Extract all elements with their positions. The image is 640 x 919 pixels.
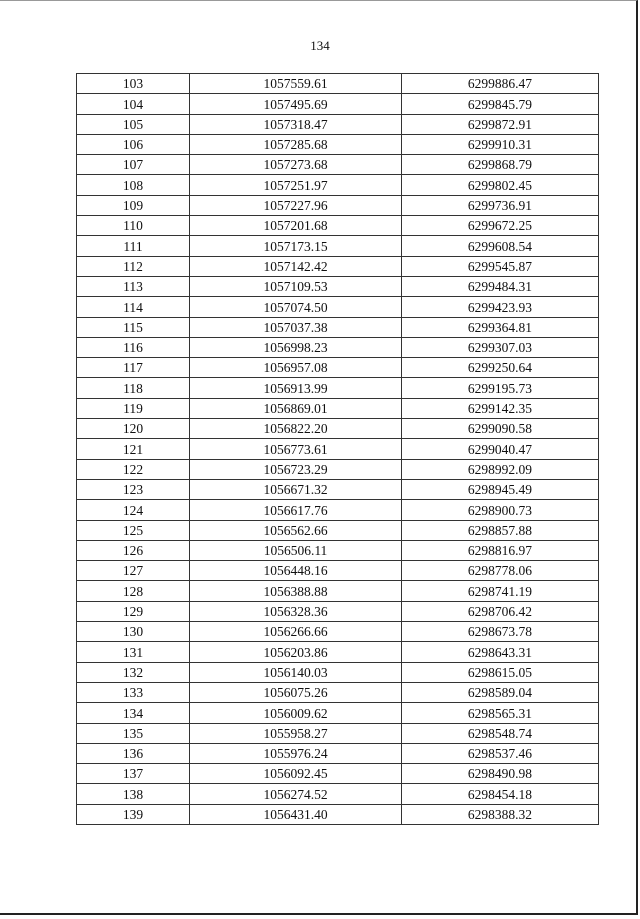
y-coordinate-cell: 6299307.03 xyxy=(402,337,599,357)
table-row xyxy=(77,662,599,682)
point-number-cell: 119 xyxy=(77,398,190,418)
table-row xyxy=(77,337,599,357)
table-row xyxy=(77,358,599,378)
table-row xyxy=(77,216,599,236)
y-coordinate-cell: 6298589.04 xyxy=(402,682,599,702)
y-coordinate-cell: 6299872.91 xyxy=(402,114,599,134)
y-coordinate-cell: 6298778.06 xyxy=(402,561,599,581)
table-row xyxy=(77,500,599,520)
table-row xyxy=(77,398,599,418)
y-coordinate-cell: 6299910.31 xyxy=(402,134,599,154)
coordinates-table xyxy=(76,73,599,825)
point-number-cell: 110 xyxy=(77,216,190,236)
point-number-cell: 139 xyxy=(77,804,190,824)
x-coordinate-cell: 1056869.01 xyxy=(190,398,402,418)
y-coordinate-cell: 6299545.87 xyxy=(402,256,599,276)
table-row xyxy=(77,378,599,398)
x-coordinate-cell: 1057273.68 xyxy=(190,155,402,175)
x-coordinate-cell: 1056671.32 xyxy=(190,479,402,499)
table-row xyxy=(77,134,599,154)
x-coordinate-cell: 1056562.66 xyxy=(190,520,402,540)
y-coordinate-cell: 6298565.31 xyxy=(402,703,599,723)
page-number: 134 xyxy=(310,38,330,53)
y-coordinate-cell: 6299802.45 xyxy=(402,175,599,195)
point-number-cell: 124 xyxy=(77,500,190,520)
point-number-cell: 115 xyxy=(77,317,190,337)
x-coordinate-cell: 1056773.61 xyxy=(190,439,402,459)
x-coordinate-cell: 1056448.16 xyxy=(190,561,402,581)
point-number-cell: 104 xyxy=(77,94,190,114)
x-coordinate-cell: 1056431.40 xyxy=(190,804,402,824)
point-number-cell: 121 xyxy=(77,439,190,459)
x-coordinate-cell: 1056328.36 xyxy=(190,601,402,621)
point-number-cell: 103 xyxy=(77,74,190,94)
y-coordinate-cell: 6299845.79 xyxy=(402,94,599,114)
y-coordinate-cell: 6299250.64 xyxy=(402,358,599,378)
table-row xyxy=(77,297,599,317)
coordinates-table-body xyxy=(77,74,599,825)
point-number-cell: 133 xyxy=(77,682,190,702)
point-number-cell: 105 xyxy=(77,114,190,134)
table-row xyxy=(77,723,599,743)
x-coordinate-cell: 1057201.68 xyxy=(190,216,402,236)
point-number-cell: 132 xyxy=(77,662,190,682)
y-coordinate-cell: 6298643.31 xyxy=(402,642,599,662)
x-coordinate-cell: 1056274.52 xyxy=(190,784,402,804)
y-coordinate-cell: 6299484.31 xyxy=(402,276,599,296)
point-number-cell: 131 xyxy=(77,642,190,662)
x-coordinate-cell: 1057074.50 xyxy=(190,297,402,317)
x-coordinate-cell: 1056140.03 xyxy=(190,662,402,682)
table-row xyxy=(77,642,599,662)
y-coordinate-cell: 6299672.25 xyxy=(402,216,599,236)
point-number-cell: 109 xyxy=(77,195,190,215)
x-coordinate-cell: 1056506.11 xyxy=(190,540,402,560)
y-coordinate-cell: 6298945.49 xyxy=(402,479,599,499)
y-coordinate-cell: 6298706.42 xyxy=(402,601,599,621)
point-number-cell: 106 xyxy=(77,134,190,154)
table-row xyxy=(77,601,599,621)
point-number-cell: 117 xyxy=(77,358,190,378)
y-coordinate-cell: 6299886.47 xyxy=(402,74,599,94)
table-row xyxy=(77,479,599,499)
x-coordinate-cell: 1056723.29 xyxy=(190,459,402,479)
table-row xyxy=(77,155,599,175)
table-row xyxy=(77,195,599,215)
table-row xyxy=(77,520,599,540)
x-coordinate-cell: 1057285.68 xyxy=(190,134,402,154)
table-row xyxy=(77,703,599,723)
point-number-cell: 107 xyxy=(77,155,190,175)
y-coordinate-cell: 6299195.73 xyxy=(402,378,599,398)
point-number-cell: 125 xyxy=(77,520,190,540)
point-number-cell: 128 xyxy=(77,581,190,601)
point-number-cell: 114 xyxy=(77,297,190,317)
point-number-cell: 126 xyxy=(77,540,190,560)
x-coordinate-cell: 1056075.26 xyxy=(190,682,402,702)
x-coordinate-cell: 1056957.08 xyxy=(190,358,402,378)
point-number-cell: 136 xyxy=(77,743,190,763)
table-row xyxy=(77,276,599,296)
table-row xyxy=(77,94,599,114)
point-number-cell: 130 xyxy=(77,622,190,642)
y-coordinate-cell: 6299736.91 xyxy=(402,195,599,215)
table-row xyxy=(77,114,599,134)
table-row xyxy=(77,439,599,459)
y-coordinate-cell: 6299608.54 xyxy=(402,236,599,256)
y-coordinate-cell: 6299090.58 xyxy=(402,419,599,439)
table-row xyxy=(77,764,599,784)
point-number-cell: 137 xyxy=(77,764,190,784)
table-row xyxy=(77,561,599,581)
y-coordinate-cell: 6299040.47 xyxy=(402,439,599,459)
table-row xyxy=(77,682,599,702)
point-number-cell: 135 xyxy=(77,723,190,743)
x-coordinate-cell: 1056822.20 xyxy=(190,419,402,439)
x-coordinate-cell: 1057173.15 xyxy=(190,236,402,256)
table-row xyxy=(77,784,599,804)
point-number-cell: 123 xyxy=(77,479,190,499)
x-coordinate-cell: 1057037.38 xyxy=(190,317,402,337)
y-coordinate-cell: 6298490.98 xyxy=(402,764,599,784)
y-coordinate-cell: 6298992.09 xyxy=(402,459,599,479)
x-coordinate-cell: 1057227.96 xyxy=(190,195,402,215)
y-coordinate-cell: 6298673.78 xyxy=(402,622,599,642)
table-row xyxy=(77,256,599,276)
table-row xyxy=(77,175,599,195)
y-coordinate-cell: 6299423.93 xyxy=(402,297,599,317)
table-row xyxy=(77,540,599,560)
point-number-cell: 122 xyxy=(77,459,190,479)
point-number-cell: 138 xyxy=(77,784,190,804)
y-coordinate-cell: 6298454.18 xyxy=(402,784,599,804)
x-coordinate-cell: 1056998.23 xyxy=(190,337,402,357)
point-number-cell: 113 xyxy=(77,276,190,296)
point-number-cell: 127 xyxy=(77,561,190,581)
y-coordinate-cell: 6298548.74 xyxy=(402,723,599,743)
x-coordinate-cell: 1056617.76 xyxy=(190,500,402,520)
x-coordinate-cell: 1057142.42 xyxy=(190,256,402,276)
x-coordinate-cell: 1057559.61 xyxy=(190,74,402,94)
point-number-cell: 120 xyxy=(77,419,190,439)
table-row xyxy=(77,74,599,94)
y-coordinate-cell: 6298900.73 xyxy=(402,500,599,520)
y-coordinate-cell: 6298388.32 xyxy=(402,804,599,824)
table-row xyxy=(77,581,599,601)
y-coordinate-cell: 6299142.35 xyxy=(402,398,599,418)
point-number-cell: 129 xyxy=(77,601,190,621)
x-coordinate-cell: 1056266.66 xyxy=(190,622,402,642)
y-coordinate-cell: 6298857.88 xyxy=(402,520,599,540)
x-coordinate-cell: 1057495.69 xyxy=(190,94,402,114)
x-coordinate-cell: 1055958.27 xyxy=(190,723,402,743)
x-coordinate-cell: 1057251.97 xyxy=(190,175,402,195)
table-row xyxy=(77,622,599,642)
y-coordinate-cell: 6298741.19 xyxy=(402,581,599,601)
point-number-cell: 134 xyxy=(77,703,190,723)
x-coordinate-cell: 1055976.24 xyxy=(190,743,402,763)
table-row xyxy=(77,459,599,479)
x-coordinate-cell: 1056388.88 xyxy=(190,581,402,601)
table-row xyxy=(77,743,599,763)
y-coordinate-cell: 6299868.79 xyxy=(402,155,599,175)
x-coordinate-cell: 1057109.53 xyxy=(190,276,402,296)
y-coordinate-cell: 6298537.46 xyxy=(402,743,599,763)
x-coordinate-cell: 1056913.99 xyxy=(190,378,402,398)
x-coordinate-cell: 1056092.45 xyxy=(190,764,402,784)
x-coordinate-cell: 1056009.62 xyxy=(190,703,402,723)
table-row xyxy=(77,317,599,337)
point-number-cell: 111 xyxy=(77,236,190,256)
point-number-cell: 118 xyxy=(77,378,190,398)
y-coordinate-cell: 6298816.97 xyxy=(402,540,599,560)
y-coordinate-cell: 6299364.81 xyxy=(402,317,599,337)
x-coordinate-cell: 1057318.47 xyxy=(190,114,402,134)
table-row xyxy=(77,236,599,256)
table-row xyxy=(77,419,599,439)
point-number-cell: 116 xyxy=(77,337,190,357)
point-number-cell: 108 xyxy=(77,175,190,195)
point-number-cell: 112 xyxy=(77,256,190,276)
y-coordinate-cell: 6298615.05 xyxy=(402,662,599,682)
table-row xyxy=(77,804,599,824)
x-coordinate-cell: 1056203.86 xyxy=(190,642,402,662)
